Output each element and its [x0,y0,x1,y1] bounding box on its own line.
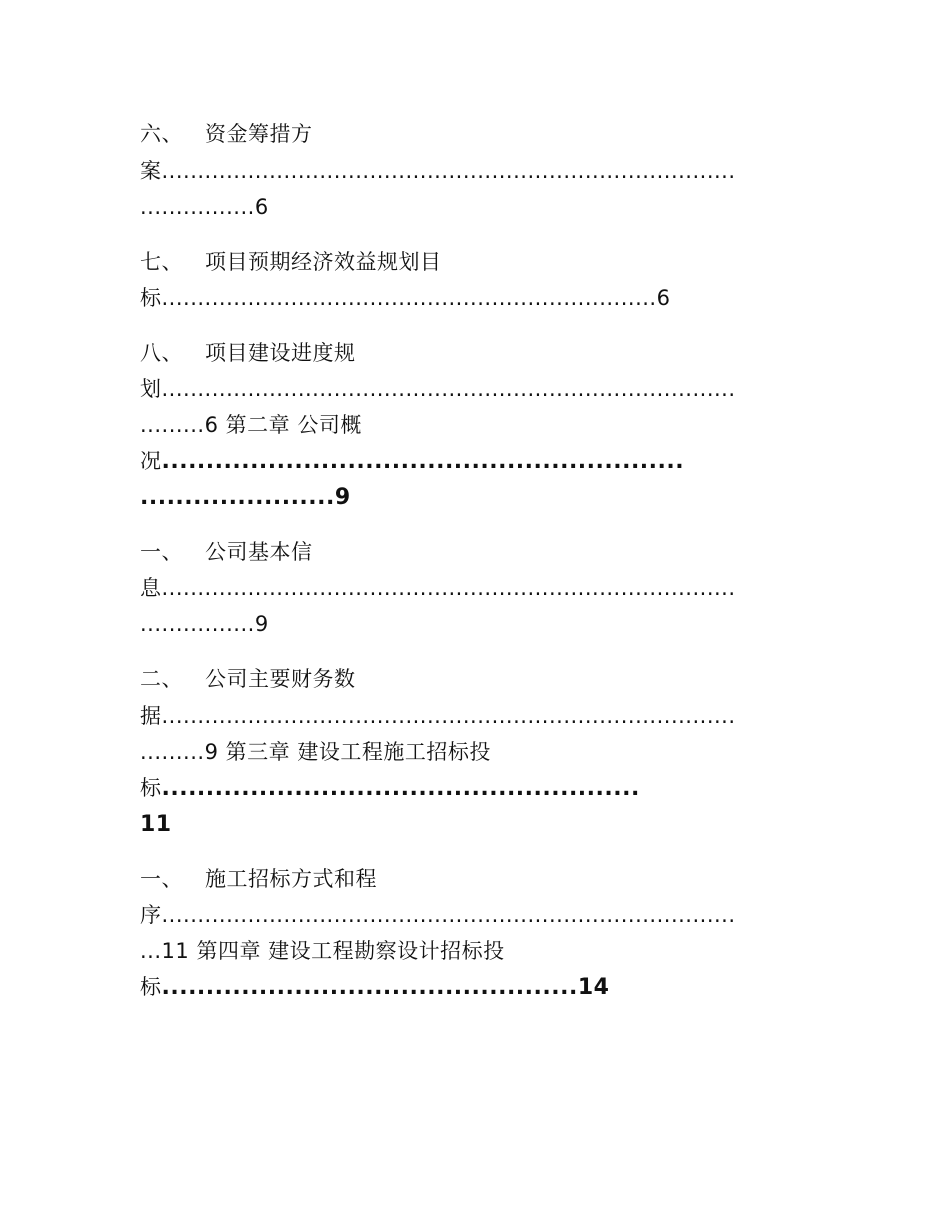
toc-entry-title: 公司基本信 [205,540,313,564]
toc-entry-leader-line [140,902,736,928]
toc-leader-dots: ................................................................................ [161,159,736,183]
toc-entry-number: 二、 [140,667,183,691]
toc-entry-number: 一、 [140,540,183,564]
toc-entry-leader-line [140,158,736,184]
toc-page-number: 9 [204,740,219,764]
toc-entry-title: 建设工程勘察设计招标投 [268,939,505,963]
toc-leader-dots: ................ [140,612,255,636]
toc-page-number: 14 [577,975,610,1000]
toc-entry-number: 一、 [140,867,183,891]
toc-entry-title: 项目建设进度规 [205,341,356,365]
toc-chapter-label: 第三章 [225,740,291,764]
toc-entry-leader-line [140,739,491,765]
toc-entry-leader-line [140,412,362,438]
toc-entry-heading [140,539,313,565]
toc-entry-title: 项目预期经济效益规划目 [205,250,442,274]
toc-page-number: 11 [140,812,172,837]
toc-leader-dots: ...................... [140,485,335,510]
toc-leader-dots: ... [140,939,162,963]
toc-entry-heading [140,249,442,275]
toc-leader-dots: ................................................................................ [161,903,736,927]
toc-leader-dots: ..................................................................... [161,286,657,310]
toc-leader-dots: ................................................................................ [161,576,736,600]
toc-chapter-leader-line [140,775,640,802]
toc-entry-leader-line [140,611,269,637]
toc-entry-title-end: 序 [140,903,162,927]
toc-leader-dots: ......... [140,740,205,764]
toc-entry-leader-line [140,575,736,601]
toc-page-number: 6 [656,286,671,310]
toc-entry-title-end: 况 [140,449,162,473]
toc-entry-title: 建设工程施工招标投 [297,740,491,764]
toc-entry-title-end: 标 [140,975,162,999]
toc-entry-title: 公司主要财务数 [205,667,356,691]
toc-leader-dots: ......... [140,413,205,437]
toc-entry-title-end: 据 [140,704,162,728]
toc-entry-title-end: 标 [140,286,162,310]
toc-leader-dots: ................ [140,195,255,219]
toc-chapter-leader-line [140,448,684,475]
toc-leader-dots: ................................................................................ [161,704,736,728]
toc-entry-title: 公司概 [297,413,362,437]
toc-entry-number: 八、 [140,341,183,365]
toc-entry-heading [140,340,356,366]
toc-entry-title-end: 息 [140,576,162,600]
toc-entry-title: 施工招标方式和程 [205,867,377,891]
toc-leader-dots: ........................................................... [161,449,685,474]
toc-chapter-leader-line [140,484,351,511]
toc-page-number: 9 [334,485,351,510]
toc-leader-dots: ................................................................................ [161,377,736,401]
toc-entry-leader-line [140,194,269,220]
toc-entry-number: 六、 [140,122,183,146]
toc-page-number: 6 [204,413,219,437]
toc-entry-title-end: 案 [140,159,162,183]
toc-chapter-leader-line [140,811,172,838]
toc-entry-leader-line [140,376,736,402]
toc-entry-leader-line [140,703,736,729]
toc-entry-title-end: 标 [140,776,162,800]
toc-entry-title-end: 划 [140,377,162,401]
toc-page-number: 9 [254,612,269,636]
toc-entry-heading [140,121,313,147]
toc-leader-dots: ...................................................... [161,776,640,801]
toc-entry-heading [140,666,356,692]
toc-page-number: 11 [161,939,190,963]
toc-leader-dots: ............................................... [161,975,578,1000]
toc-chapter-label: 第二章 [225,413,291,437]
toc-chapter-label: 第四章 [196,939,261,963]
toc-chapter-leader-line [140,974,609,1001]
toc-entry-number: 七、 [140,250,183,274]
toc-entry-heading [140,866,377,892]
toc-page-number: 6 [254,195,269,219]
toc-entry-title: 资金筹措方 [205,122,313,146]
toc-entry-leader-line [140,938,505,964]
toc-entry-leader-line [140,285,670,311]
